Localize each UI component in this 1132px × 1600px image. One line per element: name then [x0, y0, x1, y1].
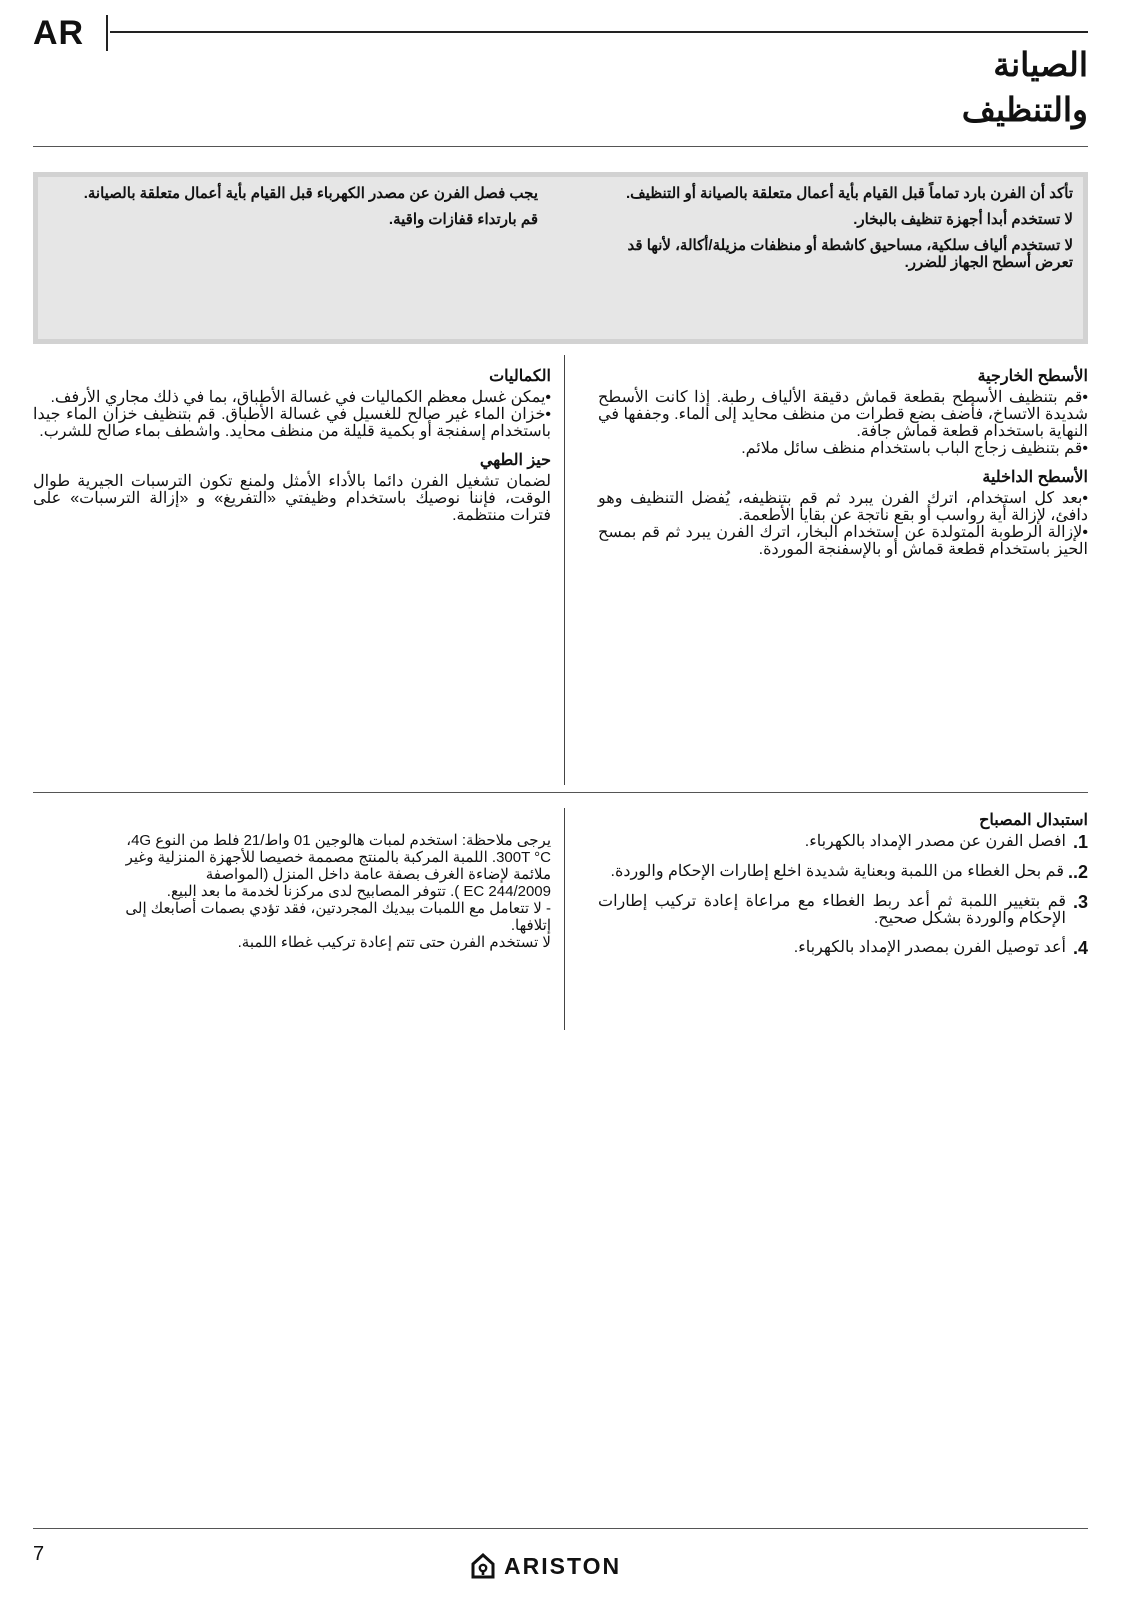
- warning-text: يجب فصل الفرن عن مصدر الكهرباء قبل القيام بأية أعمال متعلقة بالصيانة.: [83, 185, 538, 202]
- column-divider: [564, 808, 565, 1030]
- interior-surfaces-heading: الأسطح الداخلية: [982, 469, 1088, 486]
- exterior-surfaces-text: •قم بتنظيف زجاج الباب باستخدام منظف سائل ملائم.: [741, 440, 1088, 457]
- cooking-cavity-text: لضمان تشغيل الفرن دائما بالأداء الأمثل ولمنع تكون الترسبات الجيرية طوال الوقت، فإننا نوصيك باستخدام وظيفتي «التفريغ» و «إزالة الترسبات» على فترات منتظمة.: [33, 473, 552, 524]
- page-number: 7: [33, 1543, 45, 1565]
- step-text: قم بتغيير اللمبة ثم أعد ربط الغطاء مع مراعاة إعادة تركيب إطارات الإحكام والوردة بشكل صحيح.: [598, 893, 1066, 927]
- accessories-text: •خزان الماء غير صالح للغسيل في غسالة الأطباق. قم بتنظيف خزان الماء جيدا باستخدام إسفنجة أو بكمية قليلة من منظف محايد. واشطف بماء صالح للشرب.: [33, 406, 551, 440]
- cooking-cavity-heading: حيز الطهي: [479, 452, 551, 469]
- step-text: قم بحل الغطاء من اللمبة وبعناية شديدة اخلع إطارات الإحكام والوردة.: [610, 863, 1064, 880]
- note-line: - لا تتعامل مع اللمبات بيديك المجردتين، فقد تؤدي بصمات أصابعك إلى: [125, 900, 551, 917]
- house-logo-icon: [470, 1552, 496, 1580]
- lamp-note: [33, 832, 551, 951]
- exterior-surfaces-heading: الأسطح الخارجية: [977, 368, 1088, 385]
- note-line: 300T °C. اللمبة المركبة بالمنتج مصممة خصيصا للأجهزة المنزلية وغير: [125, 849, 551, 866]
- header-rule: [110, 31, 1088, 33]
- page-title-line1: الصيانة: [993, 46, 1088, 83]
- warning-text: تأكد أن الفرن بارد تماماً قبل القيام بأية أعمال متعلقة بالصيانة أو التنظيف.: [625, 185, 1073, 202]
- lamp-step: [598, 863, 1088, 881]
- header-divider-tick: [106, 15, 108, 51]
- warning-text: لا تستخدم ألياف سلكية، مساحيق كاشطة أو منظفات مزيلة/أكالة، لأنها قد تعرض أسطح الجهاز للضرر.: [627, 237, 1073, 271]
- warning-box: [33, 172, 1088, 344]
- brand-logo: [470, 1552, 621, 1580]
- accessories-heading: الكماليات: [489, 368, 551, 385]
- warning-column-right: [603, 185, 1073, 280]
- note-line: لا تستخدم الفرن حتى تتم إعادة تركيب غطاء اللمبة.: [237, 934, 551, 951]
- page-title-line2: والتنظيف: [961, 91, 1088, 128]
- step-number: 4.: [1072, 938, 1088, 958]
- warning-column-left: [48, 185, 538, 237]
- note-line: يرجى ملاحظة: استخدم لمبات هالوجين 01 واط/21 فلط من النوع 4G،: [126, 832, 551, 849]
- language-code: AR: [33, 14, 85, 52]
- note-line: ملائمة لإضاءة الغرف بصفة عامة داخل المنزل (المواصفة: [205, 866, 551, 883]
- step-number: 1.: [1072, 832, 1088, 852]
- step-number: 2..: [1067, 862, 1088, 882]
- lamp-column: [598, 812, 1088, 969]
- interior-surfaces-text: •لإزالة الرطوبة المتولدة عن استخدام البخار، اترك الفرن يبرد ثم قم بمسح الحيز باستخدام قطعة قماش أو بالإسفنجة الموردة.: [598, 524, 1088, 558]
- step-text: افصل الفرن عن مصدر الإمداد بالكهرباء.: [804, 833, 1066, 850]
- page-title: [688, 42, 1088, 132]
- warning-text: لا تستخدم أبدا أجهزة تنظيف بالبخار.: [853, 211, 1073, 228]
- accessories-column: [33, 368, 551, 524]
- lamp-replacement-heading: استبدال المصباح: [979, 812, 1088, 829]
- note-line: إتلافها.: [510, 917, 551, 934]
- lamp-step: [598, 833, 1088, 851]
- column-divider: [564, 355, 565, 785]
- accessories-text: •يمكن غسل معظم الكماليات في غسالة الأطباق، بما في ذلك مجاري الأرفف.: [50, 389, 551, 406]
- brand-name: ARISTON: [504, 1552, 622, 1579]
- step-text: أعد توصيل الفرن بمصدر الإمداد بالكهرباء.: [793, 939, 1066, 956]
- section-divider: [33, 792, 1088, 793]
- warning-text: قم بارتداء قفازات واقية.: [388, 211, 538, 228]
- exterior-surfaces-text: •قم بتنظيف الأسطح بقطعة قماش دقيقة الألياف رطبة. إذا كانت الأسطح شديدة الاتساخ، فأضف بضع قطرات من منظف محايد إلى الماء. وجففها في النهاية باستخدام قطعة قماش جافة.: [598, 389, 1088, 440]
- title-divider: [33, 146, 1088, 147]
- lamp-step: [598, 939, 1088, 957]
- footer-rule: [33, 1528, 1088, 1529]
- step-number: 3.: [1072, 892, 1088, 912]
- note-line: EC 244/2009 ). تتوفر المصابيح لدى مركزنا لخدمة ما بعد البيع.: [166, 883, 551, 900]
- interior-surfaces-text: •بعد كل استخدام، اترك الفرن يبرد ثم قم بتنظيفه، يُفضل التنظيف وهو دافئ، لإزالة أية رواسب أو بقع ناتجة عن بقايا الأطعمة.: [598, 490, 1089, 524]
- surfaces-column: [598, 368, 1088, 558]
- lamp-step: [598, 893, 1088, 927]
